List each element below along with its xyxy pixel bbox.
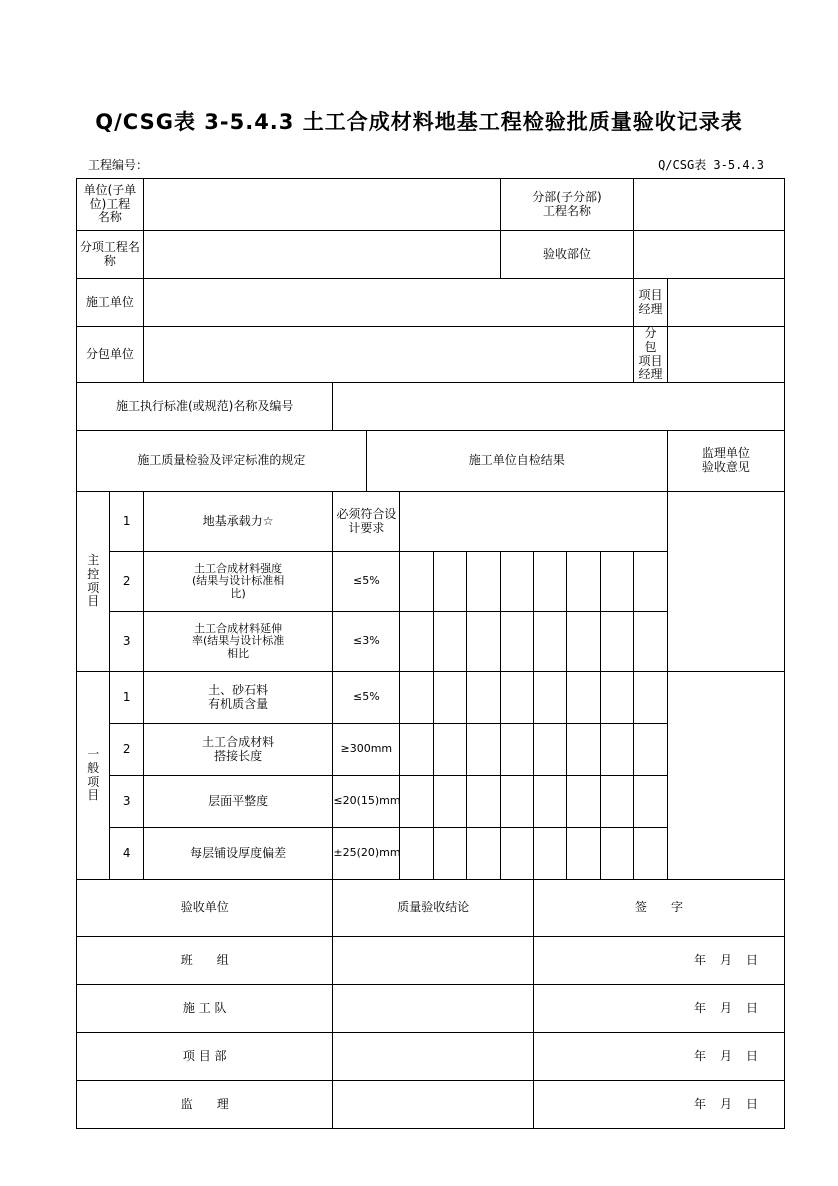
standard-value[interactable] [333,383,785,431]
check-cell[interactable] [400,672,433,724]
check-cell[interactable] [433,828,466,880]
check-cell[interactable] [500,776,533,828]
acceptance-part-value[interactable] [634,231,785,279]
main-items-group-label: 主 控 项 目 [77,492,110,672]
check-cell[interactable] [600,552,633,612]
check-cell[interactable] [467,828,500,880]
unit-project-label: 单位(子单位)工程 名称 [77,179,144,231]
item-name: 地基承载力☆ [143,492,333,552]
acceptance-row-name: 项 目 部 [77,1033,333,1081]
sub-project-manager-value[interactable] [667,327,784,383]
item-spec: 必须符合设计要求 [333,492,400,552]
signature-date-cell[interactable] [534,937,785,985]
division-label: 分部(子分部) 工程名称 [500,179,634,231]
acceptance-row-name: 施 工 队 [77,985,333,1033]
item-no: 3 [110,612,143,672]
acceptance-unit-header: 验收单位 [77,880,333,937]
item-name: 层面平整度 [143,776,333,828]
check-cell[interactable] [534,828,567,880]
acceptance-part-label: 验收部位 [500,231,634,279]
check-cell[interactable] [400,724,433,776]
check-cell[interactable] [467,612,500,672]
item-spec: ±25(20)mm [333,828,400,880]
item-spec: ≤5% [333,672,400,724]
inspection-form-table [76,178,785,1129]
subitem-name-label: 分项工程名称 [77,231,144,279]
check-cell[interactable] [433,776,466,828]
division-value[interactable] [634,179,785,231]
form-title: Q/CSG表 3-5.4.3 土工合成材料地基工程检验批质量验收记录表 [95,110,743,134]
check-cell[interactable] [500,724,533,776]
check-cell[interactable] [467,672,500,724]
check-cell[interactable] [567,552,600,612]
check-cell[interactable] [634,776,667,828]
rules-header: 施工质量检验及评定标准的规定 [77,431,367,492]
day-label: 日 [745,952,758,967]
month-label: 月 [719,1096,732,1111]
check-cell[interactable] [400,776,433,828]
acceptance-conclusion-cell[interactable] [333,985,534,1033]
day-label: 日 [745,1096,758,1111]
check-cell[interactable] [567,724,600,776]
check-cell[interactable] [400,552,433,612]
construction-unit-label: 施工单位 [77,279,144,327]
check-cell[interactable] [467,776,500,828]
form-code: Q/CSG表 3-5.4.3 [658,158,764,172]
subitem-name-value[interactable] [143,231,500,279]
check-cell[interactable] [600,724,633,776]
item-no: 4 [110,828,143,880]
subcontract-unit-value[interactable] [143,327,633,383]
day-label: 日 [745,1048,758,1063]
check-cell[interactable] [467,552,500,612]
signature-date-cell[interactable] [534,985,785,1033]
acceptance-conclusion-cell[interactable] [333,937,534,985]
year-label: 年 [693,1096,706,1111]
general-items-group-label: 一 般 项 目 [77,672,110,880]
check-cell[interactable] [600,672,633,724]
check-cell[interactable] [433,672,466,724]
item-name: 每层铺设厚度偏差 [143,828,333,880]
acceptance-row-name: 监 理 [77,1081,333,1129]
check-cell[interactable] [534,724,567,776]
acceptance-row-name: 班 组 [77,937,333,985]
year-label: 年 [693,952,706,967]
check-cell[interactable] [500,828,533,880]
check-cell[interactable] [534,672,567,724]
item-spec: ≤3% [333,612,400,672]
signature-date-cell[interactable] [534,1081,785,1129]
item-no: 1 [110,492,143,552]
acceptance-conclusion-header: 质量验收结论 [333,880,534,937]
check-cell[interactable] [634,612,667,672]
standard-label: 施工执行标准(或规范)名称及编号 [77,383,333,431]
check-cell[interactable] [433,612,466,672]
item-no: 2 [110,552,143,612]
year-label: 年 [693,1048,706,1063]
acceptance-conclusion-cell[interactable] [333,1033,534,1081]
check-cell[interactable] [400,612,433,672]
month-label: 月 [719,1000,732,1015]
item-spec: ≤5% [333,552,400,612]
check-cell[interactable] [433,552,466,612]
subcontract-unit-label: 分包单位 [77,327,144,383]
check-cell[interactable] [634,724,667,776]
project-number-label: 工程编号： [88,158,149,172]
main-supervision-opinion[interactable] [667,492,784,672]
unit-project-value[interactable] [143,179,500,231]
self-check-header: 施工单位自检结果 [366,431,667,492]
item-spec: ≤20(15)mm [333,776,400,828]
check-cell[interactable] [634,672,667,724]
item-name: 土工合成材料强度 (结果与设计标准相 比) [143,552,333,612]
construction-unit-value[interactable] [143,279,633,327]
check-cell[interactable] [534,776,567,828]
check-cell[interactable] [534,612,567,672]
item-name: 土工合成材料延伸 率(结果与设计标准 相比 [143,612,333,672]
general-supervision-opinion[interactable] [667,672,784,880]
check-cell[interactable] [567,828,600,880]
check-cell[interactable] [567,776,600,828]
month-label: 月 [719,952,732,967]
self-check-cell[interactable] [400,492,668,552]
item-name: 土工合成材料 搭接长度 [143,724,333,776]
check-cell[interactable] [567,612,600,672]
check-cell[interactable] [634,828,667,880]
check-cell[interactable] [567,672,600,724]
project-manager-value[interactable] [667,279,784,327]
year-label: 年 [693,1000,706,1015]
check-cell[interactable] [600,776,633,828]
check-cell[interactable] [500,552,533,612]
item-spec: ≥300mm [333,724,400,776]
check-cell[interactable] [600,828,633,880]
signature-date-cell[interactable] [534,1033,785,1081]
day-label: 日 [745,1000,758,1015]
sub-project-manager-label: 分 包 项目经理 [634,327,667,383]
supervision-header: 监理单位 验收意见 [667,431,784,492]
check-cell[interactable] [500,672,533,724]
acceptance-conclusion-cell[interactable] [333,1081,534,1129]
item-name: 土、砂石料 有机质含量 [143,672,333,724]
project-manager-label: 项目经理 [634,279,667,327]
check-cell[interactable] [534,552,567,612]
item-no: 3 [110,776,143,828]
check-cell[interactable] [600,612,633,672]
item-no: 2 [110,724,143,776]
check-cell[interactable] [467,724,500,776]
signature-header: 签 字 [534,880,785,937]
check-cell[interactable] [400,828,433,880]
month-label: 月 [719,1048,732,1063]
check-cell[interactable] [433,724,466,776]
item-no: 1 [110,672,143,724]
check-cell[interactable] [500,612,533,672]
check-cell[interactable] [634,552,667,612]
